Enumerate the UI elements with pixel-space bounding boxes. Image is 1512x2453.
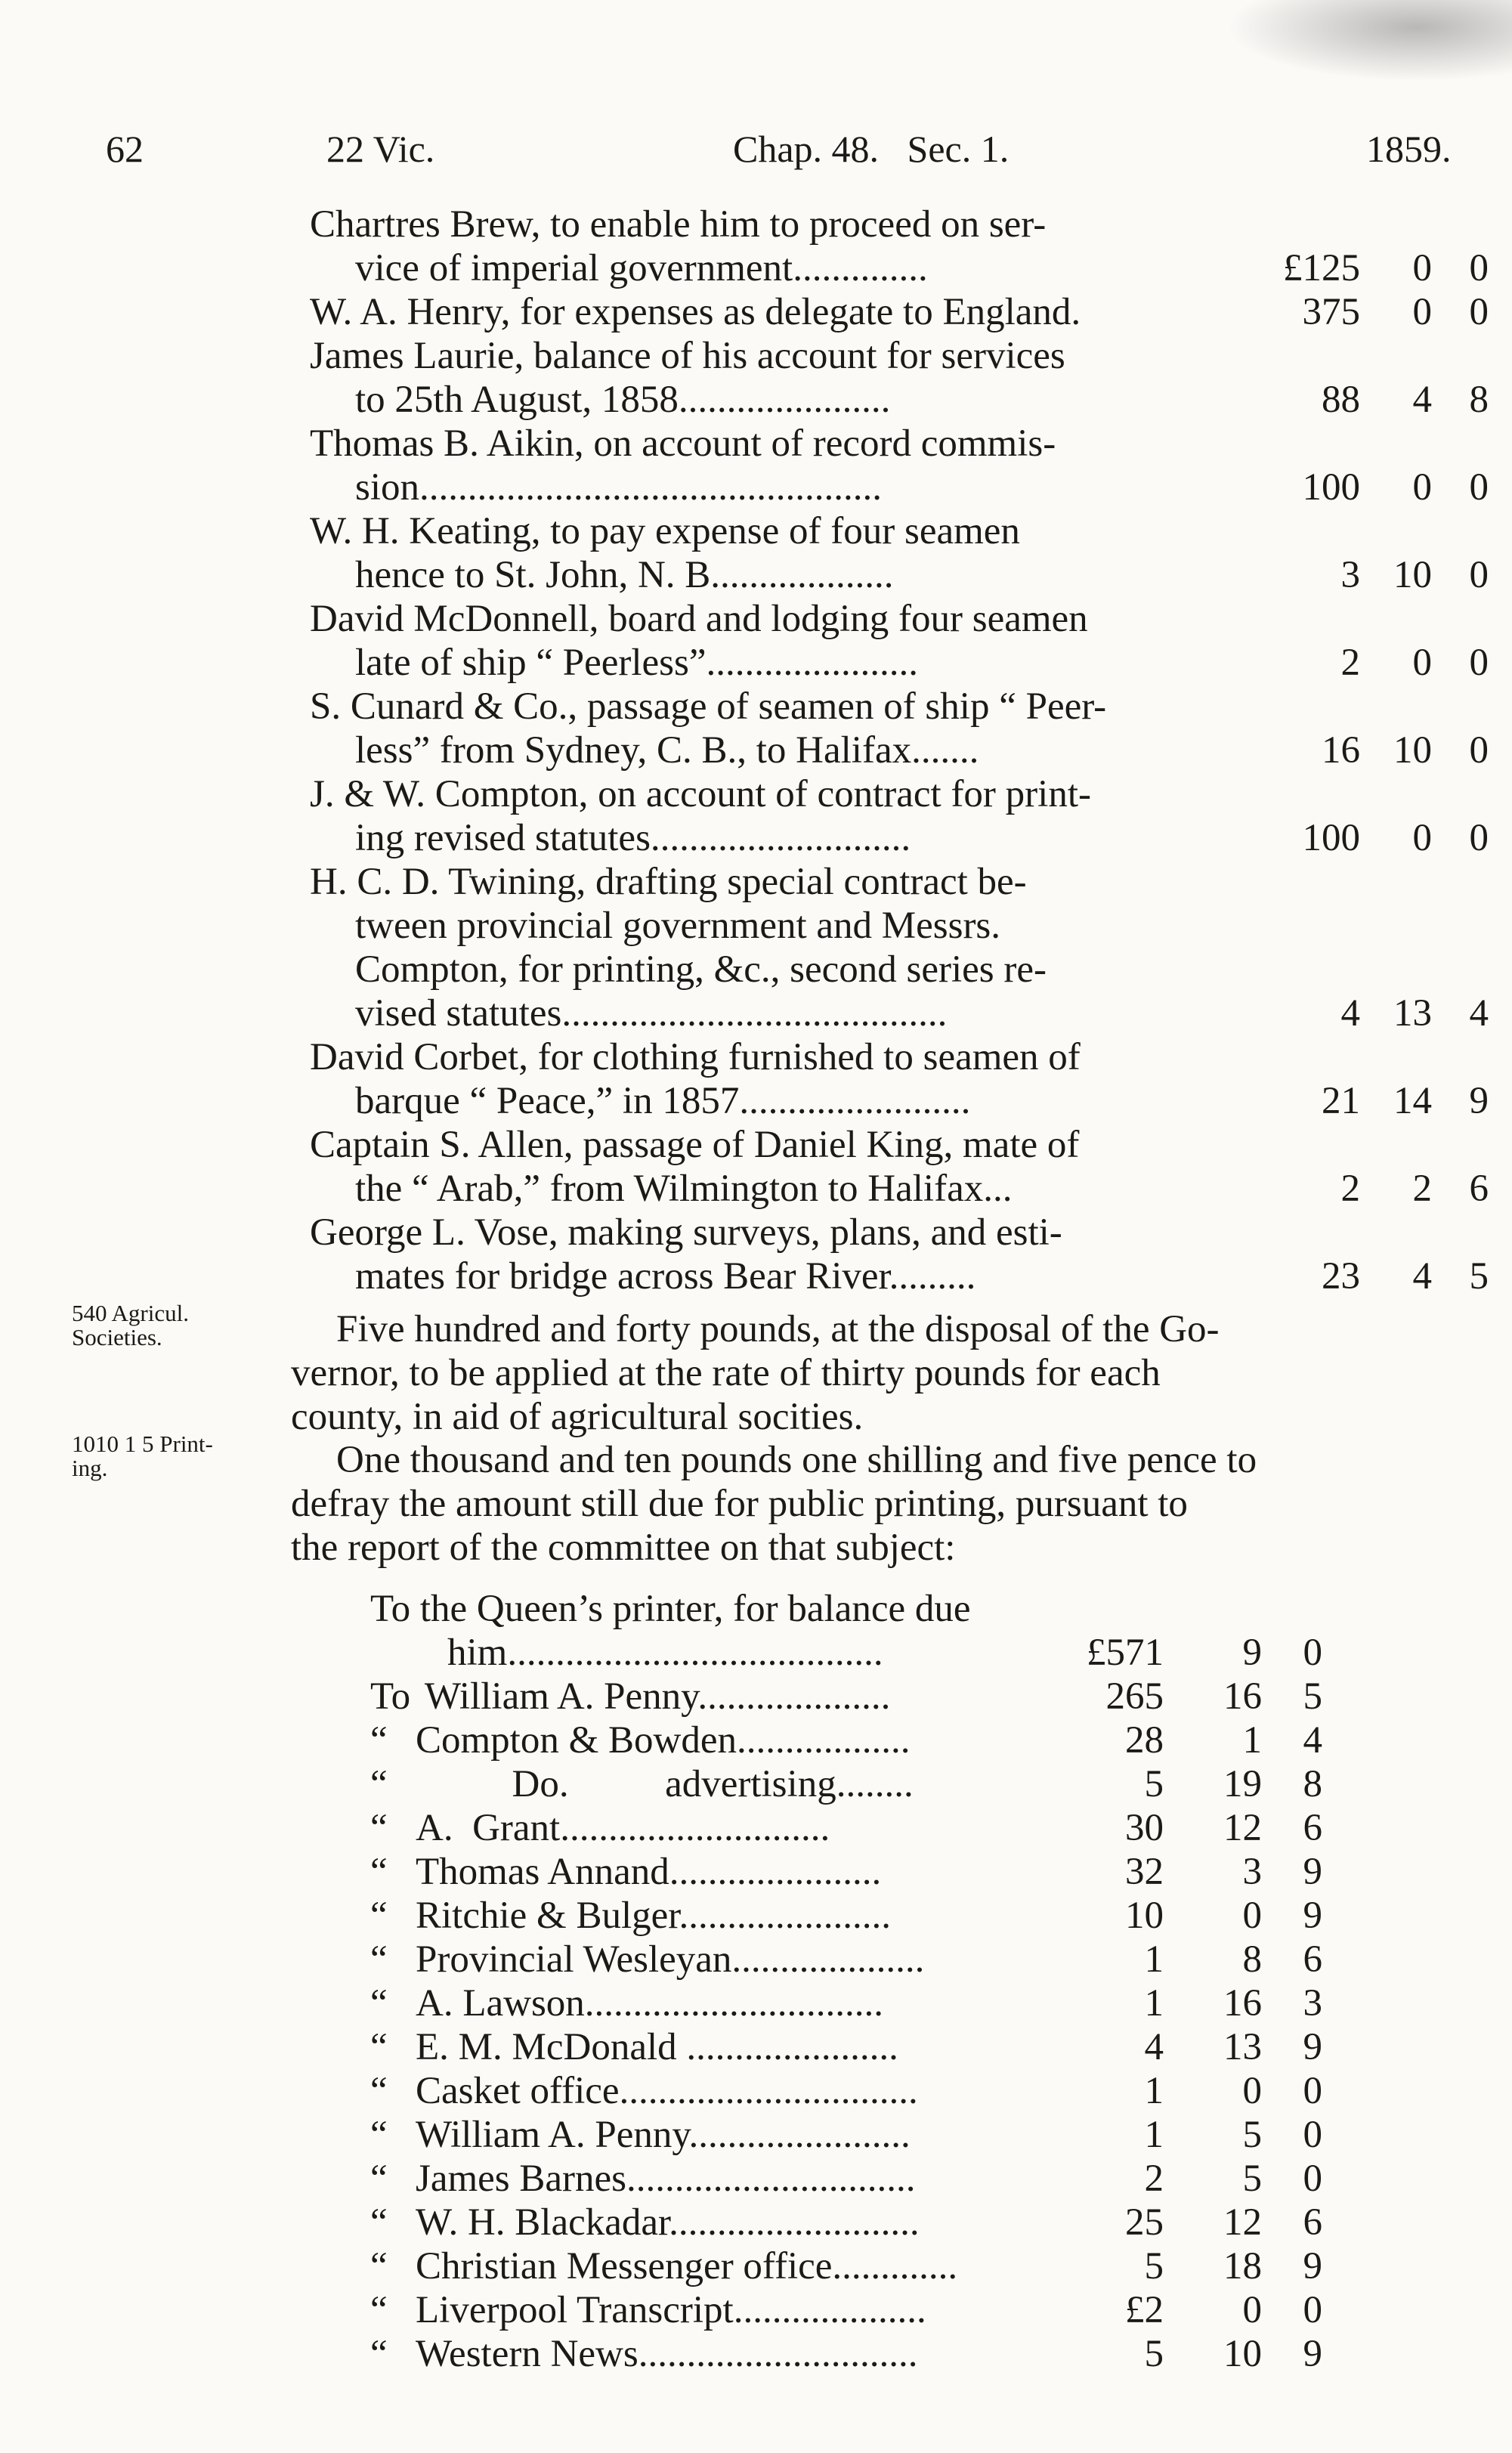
entry-line: W. H. Keating, to pay expense of four seamen	[310, 510, 1020, 552]
paragraph-line: the report of the committee on that subject:	[291, 1527, 956, 1569]
printer-name: “ Liverpool Transcript....................	[370, 2289, 926, 2331]
amount-pence: 0	[1303, 2114, 1322, 2156]
entry-amount	[1239, 1254, 1489, 1298]
entry-line: the “ Arab,” from Wilmington to Halifax...	[355, 1168, 1013, 1210]
ditto-mark: “	[370, 1895, 388, 1937]
amount-pounds: 2	[1340, 1168, 1360, 1210]
margin-note-agricultural	[72, 1301, 268, 1350]
ditto-mark: “	[370, 1719, 388, 1762]
printer-name: “ James Barnes..............................	[370, 2158, 916, 2200]
ditto-mark: “	[370, 2289, 388, 2331]
ditto-mark: “	[370, 1763, 388, 1805]
amount-pence: 0	[1303, 1632, 1322, 1674]
amount-shillings: 13	[1393, 992, 1432, 1035]
entry-amount	[1239, 991, 1489, 1035]
printer-name: “ Western News.............................	[370, 2333, 918, 2375]
amount-pence: 5	[1469, 1255, 1489, 1298]
printer-row	[370, 2025, 1353, 2069]
entry-line: less” from Sydney, C. B., to Halifax.......	[355, 729, 979, 772]
printer-name: “ W. H. Blackadar..........................	[370, 2201, 920, 2244]
amount-shillings: 0	[1412, 642, 1432, 684]
amount-pounds: 4	[1340, 992, 1360, 1035]
amount-pounds: 375	[1302, 291, 1360, 333]
amount-pounds: 1	[1144, 1938, 1164, 1981]
amount-shillings: 0	[1412, 466, 1432, 509]
printer-row	[370, 1762, 1353, 1806]
amount-pounds: 100	[1302, 817, 1360, 859]
printer-name: “ Do. advertising........	[370, 1763, 914, 1805]
entry-line: Thomas B. Aikin, on account of record commis-	[310, 422, 1056, 465]
paragraph-line: Five hundred and forty pounds, at the disposal of the Go-	[336, 1308, 1220, 1350]
entry-line: vised statutes........................................	[355, 992, 948, 1035]
entry-amount	[1239, 1079, 1489, 1123]
printer-row	[370, 2157, 1353, 2201]
amount-pounds: 16	[1322, 729, 1360, 772]
amount-pounds: 3	[1340, 554, 1360, 596]
entry-line: James Laurie, balance of his account for services	[310, 335, 1065, 377]
amount-pence: 0	[1469, 729, 1489, 772]
paragraph-line: defray the amount still due for public printing, pursuant to	[291, 1483, 1188, 1525]
printer-row	[370, 1631, 1353, 1675]
running-head	[0, 127, 1512, 180]
payment-entry	[310, 860, 1489, 1035]
payment-entry	[310, 597, 1489, 685]
printer-row	[370, 2332, 1353, 2376]
amount-pence: 8	[1303, 1763, 1322, 1805]
amount-shillings: 14	[1393, 1080, 1432, 1122]
amount-pounds: 5	[1144, 2245, 1164, 2288]
amount-shillings: 10	[1393, 554, 1432, 596]
payment-entry	[310, 1035, 1489, 1123]
ditto-mark: “	[370, 2114, 388, 2156]
entry-line: David McDonnell, board and lodging four seamen	[310, 598, 1088, 640]
printer-row	[370, 1718, 1353, 1762]
payment-entry	[310, 772, 1489, 860]
amount-pounds: 25	[1125, 2201, 1164, 2244]
year: 1859.	[1366, 128, 1452, 170]
entry-line: mates for bridge across Bear River.........	[355, 1255, 976, 1298]
ditto-mark: “	[370, 1807, 388, 1849]
amount-pounds: 265	[1105, 1675, 1164, 1718]
payment-entry	[310, 203, 1489, 290]
entry-line: H. C. D. Twining, drafting special contract be-	[310, 861, 1027, 903]
printer-name: “ Ritchie & Bulger......................	[370, 1895, 891, 1937]
printer-name: “ Casket office...............................	[370, 2070, 918, 2112]
entry-amount	[1239, 553, 1489, 597]
amount-pence: 0	[1469, 291, 1489, 333]
ditto-mark: “	[370, 1938, 388, 1981]
amount-shillings: 4	[1412, 1255, 1432, 1298]
amount-pence: 0	[1469, 642, 1489, 684]
amount-pence: 0	[1469, 817, 1489, 859]
amount-pounds: 32	[1125, 1851, 1164, 1893]
printers-list	[370, 1631, 1353, 2376]
entry-line: George L. Vose, making surveys, plans, and esti-	[310, 1211, 1062, 1254]
amount-pounds: 2	[1144, 2158, 1164, 2200]
printer-row	[370, 2069, 1353, 2113]
ditto-mark: “	[370, 2158, 388, 2200]
entry-amount	[1239, 641, 1489, 685]
payment-entry	[310, 1211, 1489, 1298]
amount-pounds: 4	[1144, 2026, 1164, 2068]
scan-smudge	[1195, 0, 1512, 91]
printer-name: “ William A. Penny.......................	[370, 2114, 911, 2156]
amount-pence: 0	[1303, 2289, 1322, 2331]
amount-pounds: 1	[1144, 1982, 1164, 2025]
amount-shillings: 5	[1242, 2158, 1262, 2200]
amount-pence: 9	[1303, 2333, 1322, 2375]
margin-note-line: ing.	[72, 1455, 108, 1481]
amount-pence: 6	[1469, 1168, 1489, 1210]
paragraph-line: One thousand and ten pounds one shilling and five pence to	[336, 1439, 1257, 1481]
margin-note-line: 540 Agricul.	[72, 1300, 189, 1326]
amount-shillings: 0	[1242, 1895, 1262, 1937]
amount-pence: 0	[1469, 554, 1489, 596]
amount-pence: 9	[1303, 2026, 1322, 2068]
printer-name: “ Compton & Bowden..................	[370, 1719, 911, 1762]
printer-name: him.......................................	[370, 1632, 883, 1674]
margin-note-line: 1010 1 5 Print-	[72, 1431, 213, 1457]
margin-note-printing	[72, 1432, 268, 1480]
amount-shillings: 10	[1393, 729, 1432, 772]
entry-amount	[1239, 466, 1489, 509]
amount-pounds: 1	[1144, 2070, 1164, 2112]
ditto-mark: “	[370, 2245, 388, 2288]
amount-pounds: 100	[1302, 466, 1360, 509]
amount-pounds: 28	[1125, 1719, 1164, 1762]
printer-row	[370, 1894, 1353, 1938]
payment-entry	[310, 290, 1489, 334]
amount-pounds: 23	[1322, 1255, 1360, 1298]
amount-shillings: 3	[1242, 1851, 1262, 1893]
margin-note-line: Societies.	[72, 1324, 162, 1350]
printer-row	[370, 1675, 1353, 1718]
amount-pence: 9	[1303, 2245, 1322, 2288]
entry-line: ing revised statutes...........................	[355, 817, 911, 859]
paragraph-agricultural	[291, 1307, 1436, 1439]
amount-shillings: 8	[1242, 1938, 1262, 1981]
amount-pence: 4	[1469, 992, 1489, 1035]
entry-line: barque “ Peace,” in 1857........................	[355, 1080, 971, 1122]
amount-pence: 0	[1303, 2158, 1322, 2200]
entry-amount	[1239, 728, 1489, 772]
entry-line: W. A. Henry, for expenses as delegate to England.	[310, 291, 1081, 333]
amount-shillings: 4	[1412, 379, 1432, 421]
amount-shillings: 0	[1242, 2070, 1262, 2112]
payment-entry	[310, 422, 1489, 509]
amount-pounds: 5	[1144, 2333, 1164, 2375]
amount-pounds: 1	[1144, 2114, 1164, 2156]
regnal-year: 22 Vic.	[326, 128, 435, 170]
amount-shillings: 12	[1223, 2201, 1262, 2244]
amount-shillings: 13	[1223, 2026, 1262, 2068]
ditto-mark: “	[370, 2201, 388, 2244]
amount-pounds: 88	[1322, 379, 1360, 421]
entry-line: sion................................................	[355, 466, 883, 509]
payment-entry	[310, 509, 1489, 597]
entry-line: vice of imperial government..............	[355, 247, 928, 289]
amount-shillings: 5	[1242, 2114, 1262, 2156]
printer-name: “ A. Grant............................	[370, 1807, 830, 1849]
amount-shillings: 19	[1223, 1763, 1262, 1805]
amount-pounds: 10	[1125, 1895, 1164, 1937]
amount-pence: 6	[1303, 1938, 1322, 1981]
ditto-mark: “	[370, 1982, 388, 2025]
ditto-mark: “	[370, 2333, 388, 2375]
entry-line: J. & W. Compton, on account of contract for print-	[310, 773, 1091, 815]
amount-pence: 6	[1303, 1807, 1322, 1849]
entry-line: Chartres Brew, to enable him to proceed on ser-	[310, 203, 1047, 246]
printer-name: “ A. Lawson...............................	[370, 1982, 884, 2025]
ditto-mark: “	[370, 2026, 388, 2068]
amount-pence: 9	[1303, 1895, 1322, 1937]
paragraph-line: vernor, to be applied at the rate of thirty pounds for each	[291, 1352, 1161, 1394]
amount-pounds: 21	[1322, 1080, 1360, 1122]
printer-row	[370, 2244, 1353, 2288]
amount-shillings: 16	[1223, 1982, 1262, 2025]
amount-pounds: 2	[1340, 642, 1360, 684]
amount-pounds: £571	[1087, 1632, 1164, 1674]
amount-pounds: 5	[1144, 1763, 1164, 1805]
printer-row	[370, 1850, 1353, 1894]
amount-pounds: 30	[1125, 1807, 1164, 1849]
amount-shillings: 0	[1412, 247, 1432, 289]
amount-shillings: 1	[1242, 1719, 1262, 1762]
entry-line: to 25th August, 1858......................	[355, 379, 891, 421]
ditto-mark: “	[370, 1851, 388, 1893]
amount-shillings: 0	[1242, 2289, 1262, 2331]
entry-amount	[1239, 290, 1489, 334]
entry-line: tween provincial government and Messrs.	[355, 905, 1001, 947]
amount-shillings: 9	[1242, 1632, 1262, 1674]
entry-amount	[1239, 378, 1489, 422]
printer-name: “ E. M. McDonald ......................	[370, 2026, 898, 2068]
amount-shillings: 0	[1412, 291, 1432, 333]
amount-pounds: £125	[1283, 247, 1360, 289]
amount-pence: 9	[1303, 1851, 1322, 1893]
paragraph-line: county, in aid of agricultural socities.	[291, 1396, 864, 1438]
amount-pence: 8	[1469, 379, 1489, 421]
amount-pence: 0	[1469, 247, 1489, 289]
entry-line: hence to St. John, N. B...................	[355, 554, 894, 596]
printer-row	[370, 1938, 1353, 1981]
entry-amount	[1239, 246, 1489, 290]
payment-entry	[310, 685, 1489, 772]
amount-shillings: 10	[1223, 2333, 1262, 2375]
amount-pence: 6	[1303, 2201, 1322, 2244]
amount-shillings: 2	[1412, 1168, 1432, 1210]
printer-name: To William A. Penny....................	[370, 1675, 891, 1718]
entry-amount	[1239, 1167, 1489, 1211]
entry-line: S. Cunard & Co., passage of seamen of ship “ Peer-	[310, 685, 1107, 728]
page-number: 62	[106, 128, 144, 170]
entry-line: late of ship “ Peerless”......................	[355, 642, 919, 684]
ditto-mark: To	[370, 1675, 411, 1718]
payment-entry	[310, 334, 1489, 422]
amount-pence: 5	[1303, 1675, 1322, 1718]
printers-intro: To the Queen’s printer, for balance due	[370, 1588, 971, 1630]
amount-pence: 9	[1469, 1080, 1489, 1122]
amount-shillings: 0	[1412, 817, 1432, 859]
amount-pence: 4	[1303, 1719, 1322, 1762]
entry-amount	[1239, 816, 1489, 860]
entry-line: Captain S. Allen, passage of Daniel King, mate of	[310, 1124, 1080, 1166]
printer-row	[370, 1981, 1353, 2025]
amount-shillings: 16	[1223, 1675, 1262, 1718]
printer-row	[370, 2201, 1353, 2244]
printer-name: “ Provincial Wesleyan....................	[370, 1938, 925, 1981]
ditto-mark: “	[370, 2070, 388, 2112]
entry-line: Compton, for printing, &c., second series re-	[355, 948, 1047, 991]
amount-shillings: 12	[1223, 1807, 1262, 1849]
printer-row	[370, 2288, 1353, 2332]
amount-pence: 0	[1303, 2070, 1322, 2112]
printer-name: “ Thomas Annand......................	[370, 1851, 882, 1893]
chapter-section: Chap. 48. Sec. 1.	[733, 128, 1010, 170]
printer-name: “ Christian Messenger office.............	[370, 2245, 958, 2288]
paragraph-printing	[291, 1438, 1436, 1570]
entry-line: David Corbet, for clothing furnished to seamen of	[310, 1036, 1081, 1078]
payment-entry	[310, 1123, 1489, 1211]
amount-pence: 0	[1469, 466, 1489, 509]
amount-pence: 3	[1303, 1982, 1322, 2025]
amount-shillings: 18	[1223, 2245, 1262, 2288]
amount-pounds: £2	[1125, 2289, 1164, 2331]
printer-row	[370, 1806, 1353, 1850]
printer-row	[370, 2113, 1353, 2157]
